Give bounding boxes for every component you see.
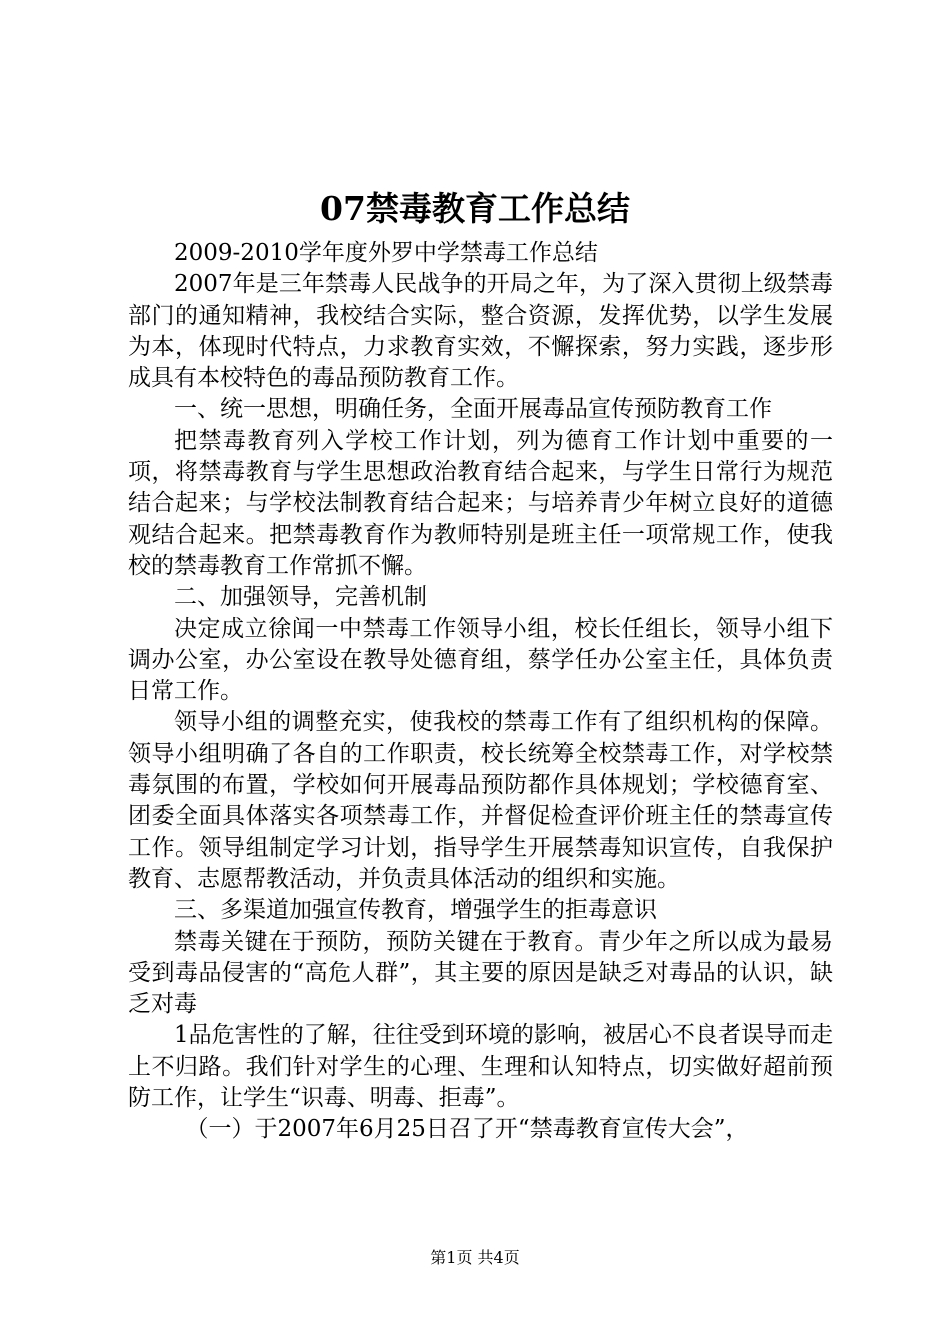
paragraph-section-2b: 领导小组的调整充实，使我校的禁毒工作有了组织机构的保障。领导小组明确了各自的工作职责，校长统筹全校禁毒工作，对学校禁毒氛围的布置，学校如何开展毒品预防都作具体规划；学校德育室、团委全面具体落实各项禁毒工作，并督促检查评价班主任的禁毒宣传工作。领导组制定学习计划，指导学生开展禁毒知识宣传，自我保护教育、志愿帮教活动，并负责具体活动的组织和实施。 [128,709,833,892]
document-title: 07禁毒教育工作总结 [320,189,630,228]
paragraph-subsection-1: （一）于2007年6月25日召了开“禁毒教育宣传大会”， [185,1116,749,1143]
section-heading-2: 二、加强领导，完善机制 [174,584,427,611]
paragraph-section-1: 把禁毒教育列入学校工作计划，列为德育工作计划中重要的一项，将禁毒教育与学生思想政治教育结合起来，与学生日常行为规范结合起来；与学校法制教育结合起来；与培养青少年树立良好的道德观结合起来。把禁毒教育作为教师特别是班主任一项常规工作，使我校的禁毒教育工作常抓不懈。 [128,427,833,579]
paragraph-intro: 2007年是三年禁毒人民战争的开局之年，为了深入贯彻上级禁毒部门的通知精神，我校结合实际，整合资源，发挥优势，以学生发展为本，体现时代特点，力求教育实效，不懈探索，努力实践，逐步形成具有本校特色的毒品预防教育工作。 [128,271,833,392]
paragraph-section-3b: 1品危害性的了解，往往受到环境的影响，被居心不良者误导而走上不归路。我们针对学生的心理、生理和认知特点，切实做好超前预防工作，让学生“识毒、明毒、拒毒”。 [128,1022,833,1112]
document-body [128,238,833,1146]
page-indicator: 第1页 共4页 [430,1248,520,1267]
section-heading-3: 三、多渠道加强宣传教育，增强学生的拒毒意识 [174,897,657,924]
paragraph-subtitle: 2009-2010学年度外罗中学禁毒工作总结 [174,240,598,266]
paragraph-section-2a: 决定成立徐闻一中禁毒工作领导小组，校长任组长，领导小组下调办公室，办公室设在教导处德育组，蔡学任办公室主任，具体负责日常工作。 [128,615,833,705]
paragraph-section-3a: 禁毒关键在于预防，预防关键在于教育。青少年之所以成为最易受到毒品侵害的“高危人群”，其主要的原因是缺乏对毒品的认识，缺乏对毒 [128,928,833,1018]
section-heading-1: 一、统一思想，明确任务，全面开展毒品宣传预防教育工作 [174,396,772,423]
